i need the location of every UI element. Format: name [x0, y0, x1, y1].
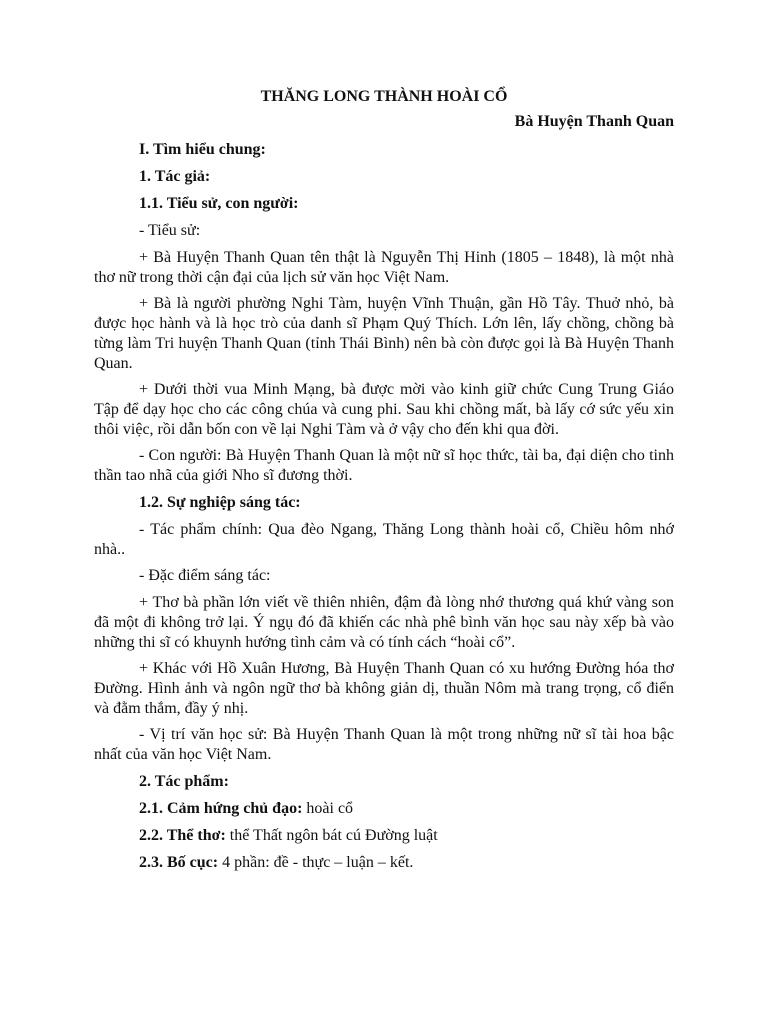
definition-value: hoài cổ: [302, 800, 354, 817]
body-paragraph: - Tiểu sử:: [139, 222, 201, 239]
body-paragraph: - Vị trí văn học sử: Bà Huyện Thanh Quan là một trong những nữ sĩ tài hoa bậc nhất của văn học Việt Nam.: [94, 726, 674, 763]
section-heading: I. Tìm hiểu chung:: [139, 141, 266, 158]
definition-value: thể Thất ngôn bát cú Đường luật: [225, 827, 438, 844]
document-title: THĂNG LONG THÀNH HOÀI CỔ: [260, 88, 508, 105]
body-paragraph: + Dưới thời vua Minh Mạng, bà được mời vào kinh giữ chức Cung Trung Giáo Tập để dạy học cho các công chúa và cung phi. Sau khi chồng mất, bà lấy cớ sức yếu xin thôi việc, rồi dẫn bốn con về lại Nghi Tàm và ở vậy cho đến khi qua đời.: [94, 381, 674, 438]
body-paragraph: - Con người: Bà Huyện Thanh Quan là một nữ sĩ học thức, tài ba, đại diện cho tinh thần tao nhã của giới Nho sĩ đương thời.: [94, 447, 674, 484]
body-paragraph: + Khác với Hồ Xuân Hương, Bà Huyện Thanh Quan có xu hướng Đường hóa thơ Đường. Hình ảnh và ngôn ngữ thơ bà không giản dị, thuần Nôm mà trang trọng, cổ điển và đằm thắm, đầy ý nhị.: [94, 660, 674, 717]
body-paragraph: + Bà Huyện Thanh Quan tên thật là Nguyễn Thị Hinh (1805 – 1848), là một nhà thơ nữ trong thời cận đại của lịch sử văn học Việt Nam.: [94, 249, 674, 286]
section-heading: 1. Tác giả:: [139, 168, 211, 185]
definition-label: 2.1. Cảm hứng chủ đạo:: [139, 800, 303, 817]
body-paragraph: - Tác phẩm chính: Qua đèo Ngang, Thăng Long thành hoài cổ, Chiều hôm nhớ nhà..: [94, 521, 674, 558]
definition-label: 2.2. Thể thơ:: [139, 827, 226, 844]
body-paragraph: - Đặc điểm sáng tác:: [139, 567, 271, 584]
section-heading: 2. Tác phẩm:: [139, 773, 229, 790]
definition-item: [94, 799, 674, 819]
definition-label: 2.3. Bố cục:: [139, 854, 219, 871]
body-paragraph: + Bà là người phường Nghi Tàm, huyện Vĩnh Thuận, gần Hồ Tây. Thuở nhỏ, bà được học hành và là học trò của danh sĩ Phạm Quý Thích. Lớn lên, lấy chồng, chồng bà từng làm Tri huyện Thanh Quan (tỉnh Thái Bình) nên bà còn được gọi là Bà Huyện Thanh Quan.: [94, 295, 674, 372]
section-heading: 1.2. Sự nghiệp sáng tác:: [139, 494, 301, 511]
section-heading: 1.1. Tiểu sử, con người:: [139, 195, 299, 212]
definition-value: 4 phần: đề - thực – luận – kết.: [218, 854, 414, 871]
definition-item: [94, 853, 674, 873]
definition-item: [94, 826, 674, 846]
author-line: Bà Huyện Thanh Quan: [514, 113, 674, 130]
body-paragraph: + Thơ bà phần lớn viết về thiên nhiên, đậm đà lòng nhớ thương quá khứ vàng son đã một đi không trở lại. Ý ngụ đó đã khiến các nhà phê bình văn học sau này xếp bà vào những thi sĩ có khuynh hướng tình cảm và có tính cách “hoài cổ”.: [94, 594, 674, 651]
